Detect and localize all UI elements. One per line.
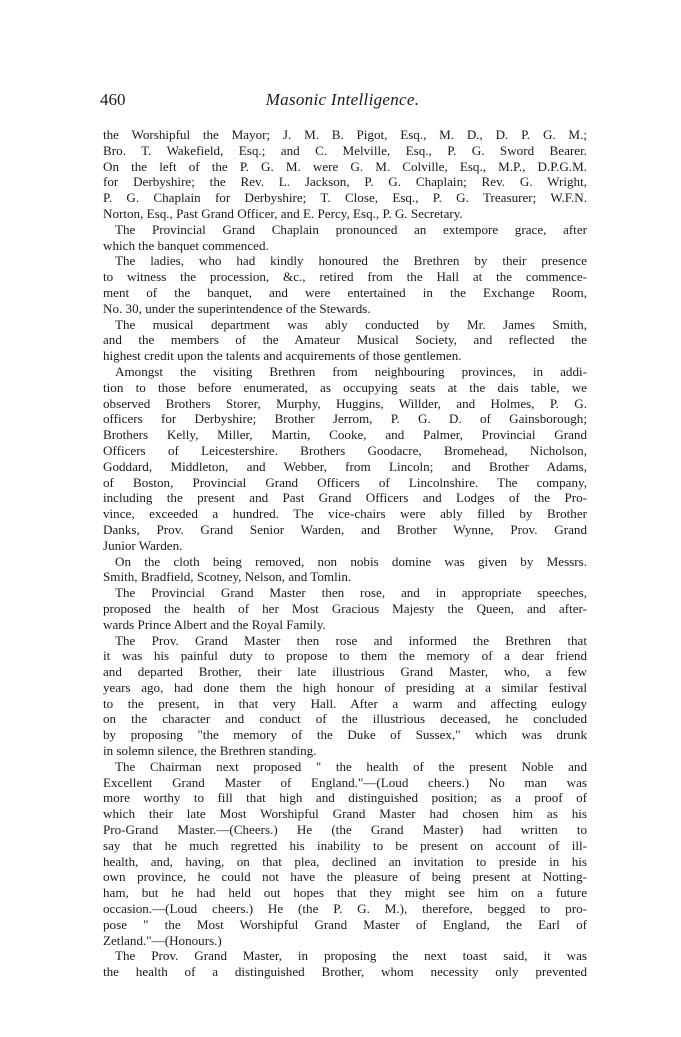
article-body <box>103 127 587 980</box>
text-line: in solemn silence, the Brethren standing. <box>103 743 317 759</box>
text-line: Smith, Bradfield, Scotney, Nelson, and Tomlin. <box>103 569 352 585</box>
text-line: The Prov. Grand Master then rose and informed the Brethren that <box>115 632 587 648</box>
text-line: on the character and conduct of the illustrious deceased, he concluded <box>103 711 587 727</box>
text-line: The Prov. Grand Master, in proposing the next toast said, it was <box>115 948 587 964</box>
text-line: it was his painful duty to propose to them the memory of a dear friend <box>103 648 587 664</box>
text-line: The Provincial Grand Master then rose, and in appropriate speeches, <box>115 585 587 601</box>
text-line: which their late Most Worshipful Grand Master had chosen him as his <box>103 806 587 822</box>
text-line: own province, he could not have the pleasure of being present at Notting- <box>103 869 587 885</box>
text-line: and departed Brother, their late illustrious Grand Master, who, a few <box>103 664 587 680</box>
text-line: proposed the health of her Most Gracious Majesty the Queen, and after- <box>103 600 587 616</box>
text-line: Danks, Prov. Grand Senior Warden, and Brother Wynne, Prov. Grand <box>103 521 587 537</box>
text-line: The ladies, who had kindly honoured the Brethren by their presence <box>115 253 587 269</box>
text-line: more worthy to fill that high and distinguished position; as a proof of <box>103 790 587 806</box>
page-header <box>100 90 585 116</box>
text-line: vince, exceeded a hundred. The vice-chairs were ably filled by Brother <box>103 506 587 522</box>
text-line: to the present, in that very Hall. After a warm and affecting eulogy <box>103 695 587 711</box>
text-line: the health of a distinguished Brother, whom necessity only prevented <box>103 964 587 980</box>
text-line: On the cloth being removed, non nobis domine was given by Messrs. <box>115 553 587 569</box>
text-line: ham, but he had held out hopes that they might see him on a future <box>103 885 587 901</box>
text-line: by proposing "the memory of the Duke of Sussex," which was drunk <box>103 727 587 743</box>
text-line: observed Brothers Storer, Murphy, Huggins, Willder, and Holmes, P. G. <box>103 395 587 411</box>
text-line: Excellent Grand Master of England."—(Loud cheers.) No man was <box>103 774 587 790</box>
text-line: The Provincial Grand Chaplain pronounced an extempore grace, after <box>115 221 587 237</box>
text-line: Bro. T. Wakefield, Esq.; and C. Melville, Esq., P. G. Sword Bearer. <box>103 142 587 158</box>
text-line: occasion.—(Loud cheers.) He (the P. G. M.), therefore, begged to pro- <box>103 901 587 917</box>
text-line: highest credit upon the talents and acquirements of those gentlemen. <box>103 348 462 364</box>
text-line: Norton, Esq., Past Grand Officer, and E. Percy, Esq., P. G. Secretary. <box>103 205 463 221</box>
text-line: including the present and Past Grand Officers and Lodges of the Pro- <box>103 490 587 506</box>
text-line: wards Prince Albert and the Royal Family. <box>103 616 326 632</box>
text-line: tion to those before enumerated, as occupying seats at the dais table, we <box>103 379 587 395</box>
text-line: of Boston, Provincial Grand Officers of Lincolnshire. The company, <box>103 474 587 490</box>
text-line: Officers of Leicestershire. Brothers Goodacre, Bromehead, Nicholson, <box>103 442 587 458</box>
text-line: Pro-Grand Master.—(Cheers.) He (the Grand Master) had written to <box>103 822 587 838</box>
text-line: pose " the Most Worshipful Grand Master of England, the Earl of <box>103 916 587 932</box>
text-line: for Derbyshire; the Rev. L. Jackson, P. G. Chaplain; Rev. G. Wright, <box>103 174 587 190</box>
text-line: which the banquet commenced. <box>103 237 269 253</box>
text-line: On the left of the P. G. M. were G. M. Colville, Esq., M.P., D.P.G.M. <box>103 158 587 174</box>
text-line: officers for Derbyshire; Brother Jerrom, P. G. D. of Gainsborough; <box>103 411 587 427</box>
text-line: P. G. Chaplain for Derbyshire; T. Close, Esq., P. G. Treasurer; W.F.N. <box>103 190 587 206</box>
text-line: years ago, had done them the high honour of presiding at a similar festival <box>103 679 587 695</box>
text-line: No. 30, under the superintendence of the Stewards. <box>103 300 371 316</box>
text-line: to witness the procession, &c., retired from the Hall at the commence- <box>103 269 587 285</box>
text-line: Junior Warden. <box>103 537 183 553</box>
text-line: Zetland."—(Honours.) <box>103 932 222 948</box>
text-line: The Chairman next proposed " the health of the present Noble and <box>115 758 587 774</box>
running-head: Masonic Intelligence. <box>265 90 420 109</box>
page-number: 460 <box>100 90 126 109</box>
text-line: Goddard, Middleton, and Webber, from Lincoln; and Brother Adams, <box>103 458 587 474</box>
text-line: say that he much regretted his inability to be present on account of ill- <box>103 837 587 853</box>
text-line: ment of the banquet, and were entertained in the Exchange Room, <box>103 284 587 300</box>
text-line: Amongst the visiting Brethren from neighbouring provinces, in addi- <box>115 363 587 379</box>
text-line: and the members of the Amateur Musical Society, and reflected the <box>103 332 587 348</box>
text-line: the Worshipful the Mayor; J. M. B. Pigot, Esq., M. D., D. P. G. M.; <box>103 127 587 142</box>
text-line: The musical department was ably conducted by Mr. James Smith, <box>115 316 587 332</box>
text-line: health, and, having, on that plea, declined an invitation to preside in his <box>103 853 587 869</box>
text-line: Brothers Kelly, Miller, Martin, Cooke, and Palmer, Provincial Grand <box>103 427 587 443</box>
